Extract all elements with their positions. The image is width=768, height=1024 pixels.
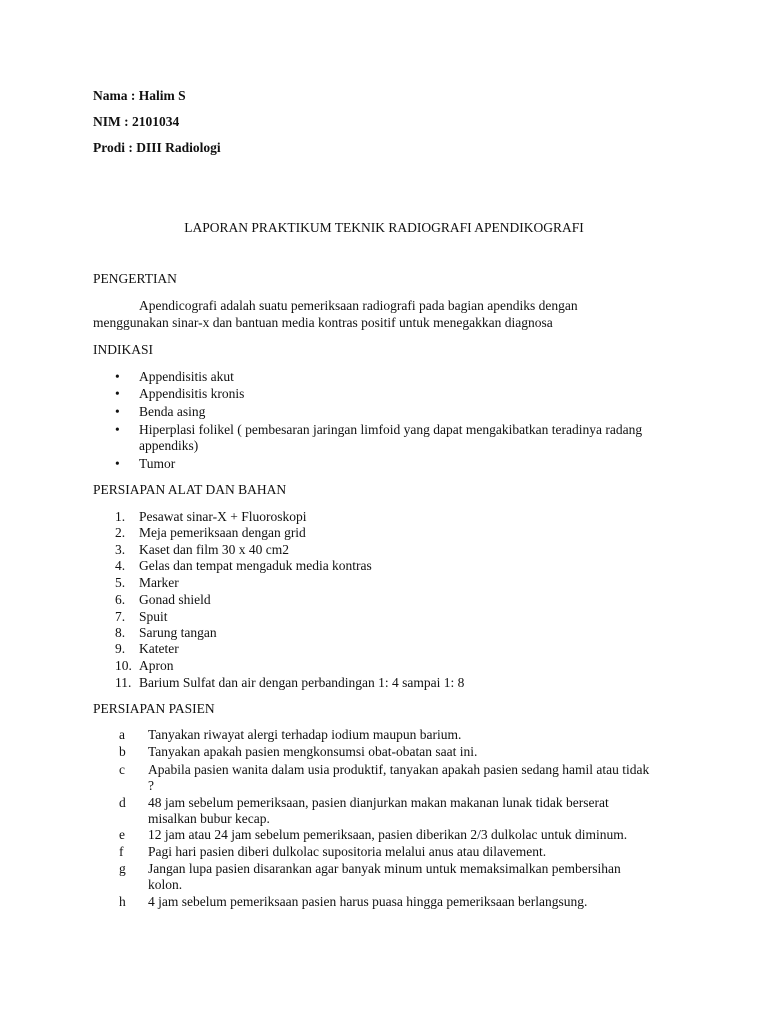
document-title: LAPORAN PRAKTIKUM TEKNIK RADIOGRAFI APENDIKOGRAFI [184,220,584,235]
list-number: 2. [115,525,126,540]
section-heading-pasien: PERSIAPAN PASIEN [93,701,215,716]
list-item-text: Tanyakan riwayat alergi terhadap iodium maupun barium. [148,727,462,742]
section-heading-indikasi: INDIKASI [93,342,153,357]
list-number: 4. [115,558,126,573]
list-item-text: Benda asing [139,404,206,419]
list-number: 3. [115,542,126,557]
list-item-text: Apron [139,658,174,673]
pengertian-line-1: Apendicografi adalah suatu pemeriksaan radiografi pada bagian apendiks dengan [139,298,578,313]
list-number: 10. [115,658,132,673]
list-item-text: Marker [139,575,179,590]
list-item-text: 4 jam sebelum pemeriksaan pasien harus puasa hingga pemeriksaan berlangsung. [148,894,588,909]
list-number: 5. [115,575,126,590]
student-name: Nama : Halim S [93,88,186,103]
bullet: • [115,386,120,401]
list-item-text: Appendisitis kronis [139,386,245,401]
list-item-text-continuation: appendiks) [139,438,199,453]
list-letter: b [119,744,126,759]
list-item-text-continuation: kolon. [148,877,183,892]
list-letter: c [119,762,125,777]
bullet: • [115,422,120,437]
bullet: • [115,369,120,384]
list-letter: f [119,844,124,859]
list-number: 11. [115,675,132,690]
list-item-text-continuation: misalkan bubur kecap. [148,811,270,826]
list-item-text: Tumor [139,456,176,471]
list-letter: h [119,894,126,909]
list-number: 1. [115,509,126,524]
list-item-text: Meja pemeriksaan dengan grid [139,525,306,540]
list-item-text: Kaset dan film 30 x 40 cm2 [139,542,289,557]
bullet: • [115,404,120,419]
list-item-text: Pesawat sinar-X + Fluoroskopi [139,509,307,524]
list-letter: a [119,727,125,742]
list-item-text: Gonad shield [139,592,211,607]
list-letter: e [119,827,125,842]
list-item-text: Barium Sulfat dan air dengan perbandingan 1: 4 sampai 1: 8 [139,675,465,690]
list-letter: g [119,861,126,876]
student-nim: NIM : 2101034 [93,114,180,129]
list-item-text: Apabila pasien wanita dalam usia produktif, tanyakan apakah pasien sedang hamil atau tidak [148,762,650,777]
section-heading-alat: PERSIAPAN ALAT DAN BAHAN [93,482,287,497]
list-item-text: Tanyakan apakah pasien mengkonsumsi obat-obatan saat ini. [148,744,478,759]
list-item-text-continuation: ? [148,778,154,793]
list-number: 6. [115,592,126,607]
list-item-text: 12 jam atau 24 jam sebelum pemeriksaan, pasien diberikan 2/3 dulkolac untuk diminum. [148,827,628,842]
student-prodi: Prodi : DIII Radiologi [93,140,221,155]
list-item-text: Gelas dan tempat mengaduk media kontras [139,558,372,573]
list-letter: d [119,795,126,810]
list-item-text: Appendisitis akut [139,369,234,384]
pengertian-line-2: menggunakan sinar-x dan bantuan media kontras positif untuk menegakkan diagnosa [93,315,553,330]
list-item-text: Spuit [139,609,168,624]
list-number: 9. [115,641,126,656]
list-item-text: Kateter [139,641,179,656]
list-number: 7. [115,609,126,624]
list-item-text: Sarung tangan [139,625,217,640]
list-item-text: Hiperplasi folikel ( pembesaran jaringan limfoid yang dapat mengakibatkan teradinya radang [139,422,643,437]
list-item-text: Jangan lupa pasien disarankan agar banyak minum untuk memaksimalkan pembersihan [148,861,621,876]
section-heading-pengertian: PENGERTIAN [93,271,177,286]
bullet: • [115,456,120,471]
list-item-text: Pagi hari pasien diberi dulkolac supositoria melalui anus atau dilavement. [148,844,547,859]
list-item-text: 48 jam sebelum pemeriksaan, pasien dianjurkan makan makanan lunak tidak berserat [148,795,609,810]
list-number: 8. [115,625,126,640]
